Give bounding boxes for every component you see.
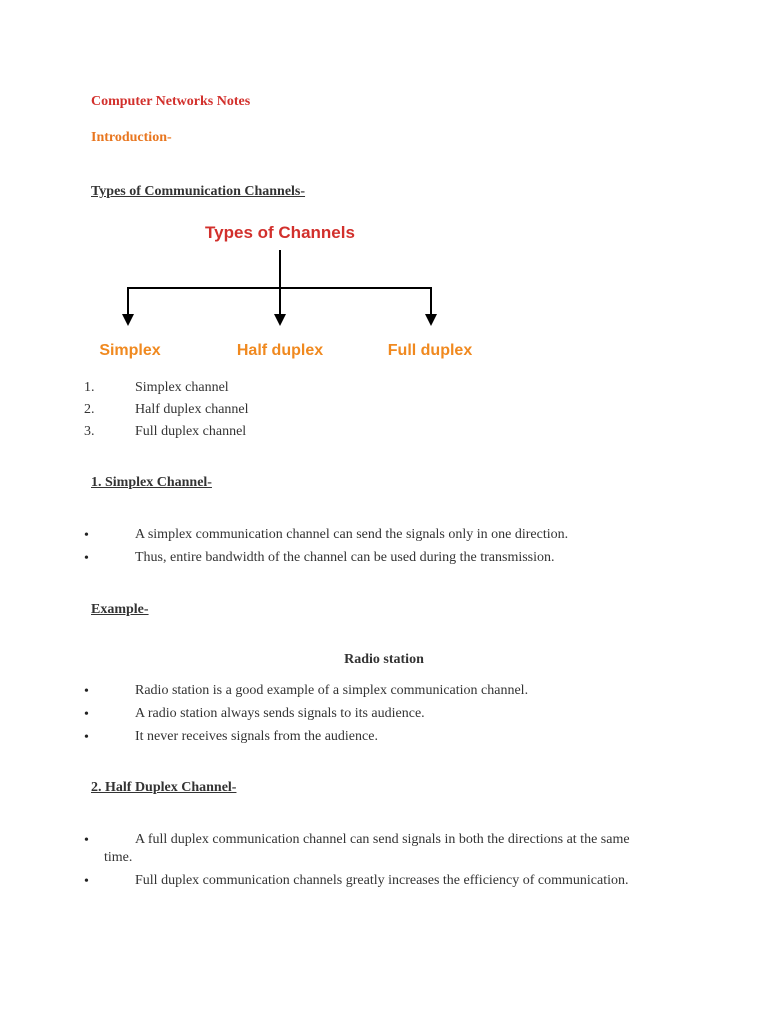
list-item: Full duplex channel — [135, 424, 247, 439]
list-number: 1. — [84, 380, 95, 395]
list-item: A radio station always sends signals to its audience. — [135, 706, 425, 721]
list-item: Full duplex communication channels greatly increases the efficiency of communication. — [135, 873, 629, 888]
bullet-icon: • — [84, 833, 89, 848]
list-item: A simplex communication channel can send the signals only in one direction. — [135, 527, 569, 542]
bullet-icon: • — [84, 551, 89, 566]
list-item: Thus, entire bandwidth of the channel can be used during the transmission. — [135, 550, 555, 565]
list-number: 3. — [84, 424, 95, 439]
bullet-icon: • — [84, 707, 89, 722]
types-heading: Types of Communication Channels- — [91, 184, 306, 199]
bullet-icon: • — [84, 684, 89, 699]
diagram-node-full-duplex: Full duplex — [387, 342, 473, 359]
introduction-heading: Introduction- — [91, 130, 172, 145]
document-title: Computer Networks Notes — [91, 94, 251, 109]
list-item: Radio station is a good example of a simplex communication channel. — [135, 683, 529, 698]
list-number: 2. — [84, 402, 95, 417]
list-item: It never receives signals from the audience. — [135, 729, 378, 744]
bullet-icon: • — [84, 874, 89, 889]
channels-diagram — [0, 0, 768, 380]
example-heading: Example- — [91, 602, 149, 617]
bullet-icon: • — [84, 730, 89, 745]
diagram-title: Types of Channels — [205, 223, 355, 242]
bullet-icon: • — [84, 528, 89, 543]
list-item: Simplex channel — [135, 380, 229, 395]
arrow-down-icon — [122, 314, 134, 326]
half-duplex-heading: 2. Half Duplex Channel- — [91, 780, 237, 795]
list-item: A full duplex communication channel can send signals in both the directions at the same — [135, 832, 630, 847]
list-item: Half duplex channel — [135, 402, 249, 417]
diagram-node-simplex: Simplex — [99, 342, 161, 359]
arrow-down-icon — [274, 314, 286, 326]
arrow-down-icon — [425, 314, 437, 326]
simplex-heading: 1. Simplex Channel- — [91, 475, 212, 490]
radio-station-label: Radio station — [344, 652, 424, 667]
list-item-continuation: time. — [104, 850, 133, 865]
diagram-node-half-duplex: Half duplex — [236, 342, 324, 359]
